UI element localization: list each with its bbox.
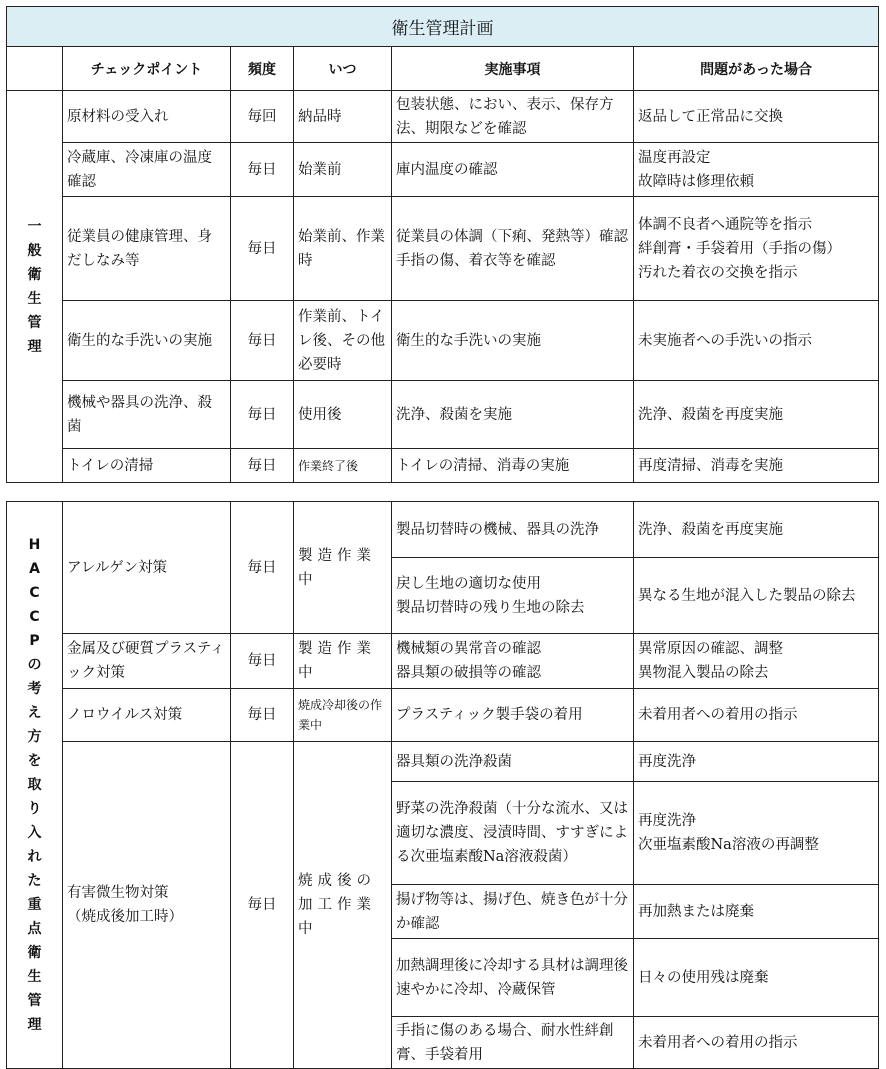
- problem-cell: 未着用者への着用の指示: [634, 689, 879, 742]
- header-action: 実施事項: [392, 47, 634, 91]
- checkpoint-cell: 機械や器具の洗浄、殺菌: [63, 381, 231, 449]
- when-cell: 始業前: [294, 143, 392, 197]
- checkpoint-cell: 従業員の健康管理、身だしなみ等: [63, 197, 231, 301]
- action-cell: 手指に傷のある場合、耐水性絆創膏、手袋着用: [392, 1017, 634, 1069]
- checkpoint-cell: 金属及び硬質プラスティック対策: [63, 634, 231, 689]
- table-row: [7, 91, 879, 143]
- table-row: [7, 449, 879, 483]
- frequency-cell: 毎日: [231, 742, 294, 1069]
- checkpoint-cell: 衛生的な手洗いの実施: [63, 301, 231, 381]
- table-row: [7, 301, 879, 381]
- problem-cell: 体調不良者へ通院等を指示 絆創膏・手袋着用（手指の傷） 汚れた着衣の交換を指示: [634, 197, 879, 301]
- header-problem: 問題があった場合: [634, 47, 879, 91]
- checkpoint-cell: 原材料の受入れ: [63, 91, 231, 143]
- checkpoint-cell: アレルゲン対策: [63, 502, 231, 634]
- action-cell: 器具類の洗浄殺菌: [392, 742, 634, 782]
- problem-cell: 再度洗浄 次亜塩素酸Na溶液の再調整: [634, 782, 879, 885]
- general-hygiene-label: 一 般 衛 生 管 理: [7, 91, 63, 483]
- action-cell: トイレの清掃、消毒の実施: [392, 449, 634, 483]
- frequency-cell: 毎日: [231, 449, 294, 483]
- when-cell: 焼成冷却後の作業中: [294, 689, 392, 742]
- header-row: [7, 47, 879, 91]
- frequency-cell: 毎日: [231, 301, 294, 381]
- action-cell: 製品切替時の機械、器具の洗浄: [392, 502, 634, 558]
- when-cell: 作業終了後: [294, 449, 392, 483]
- checkpoint-cell: 冷蔵庫、冷凍庫の温度確認: [63, 143, 231, 197]
- action-cell: 衛生的な手洗いの実施: [392, 301, 634, 381]
- checkpoint-cell: トイレの清掃: [63, 449, 231, 483]
- problem-cell: 異常原因の確認、調整 異物混入製品の除去: [634, 634, 879, 689]
- problem-cell: 再度清掃、消毒を実施: [634, 449, 879, 483]
- header-frequency: 頻度: [231, 47, 294, 91]
- table-row: [7, 689, 879, 742]
- frequency-cell: 毎回: [231, 91, 294, 143]
- problem-cell: 未着用者への着用の指示: [634, 1017, 879, 1069]
- action-cell: 戻し生地の適切な使用 製品切替時の残り生地の除去: [392, 558, 634, 634]
- problem-cell: 日々の使用残は廃棄: [634, 939, 879, 1017]
- action-cell: 洗浄、殺菌を実施: [392, 381, 634, 449]
- problem-cell: 異なる生地が混入した製品の除去: [634, 558, 879, 634]
- action-cell: プラスティック製手袋の着用: [392, 689, 634, 742]
- frequency-cell: 毎日: [231, 634, 294, 689]
- table-row: [7, 742, 879, 782]
- frequency-cell: 毎日: [231, 143, 294, 197]
- checkpoint-cell: 有害微生物対策 （焼成後加工時）: [63, 742, 231, 1069]
- frequency-cell: 毎日: [231, 381, 294, 449]
- general-hygiene-table: [6, 6, 879, 483]
- problem-cell: 再度洗浄: [634, 742, 879, 782]
- action-cell: 従業員の体調（下痢、発熱等）確認 手指の傷、着衣等を確認: [392, 197, 634, 301]
- problem-cell: 返品して正常品に交換: [634, 91, 879, 143]
- action-cell: 加熱調理後に冷却する具材は調理後速やかに冷却、冷蔵保管: [392, 939, 634, 1017]
- when-cell: 作業前、トイレ後、その他必要時: [294, 301, 392, 381]
- table-row: [7, 634, 879, 689]
- problem-cell: 未実施者への手洗いの指示: [634, 301, 879, 381]
- header-blank: [7, 47, 63, 91]
- table-row: [7, 143, 879, 197]
- problem-cell: 洗浄、殺菌を再度実施: [634, 381, 879, 449]
- header-checkpoint: チェックポイント: [63, 47, 231, 91]
- action-cell: 揚げ物等は、揚げ色、焼き色が十分か確認: [392, 885, 634, 939]
- header-when: いつ: [294, 47, 392, 91]
- when-cell: 使用後: [294, 381, 392, 449]
- action-cell: 庫内温度の確認: [392, 143, 634, 197]
- table-row: [7, 502, 879, 558]
- action-cell: 包装状態、におい、表示、保存方法、期限などを確認: [392, 91, 634, 143]
- when-cell: 製造作業中: [294, 634, 392, 689]
- haccp-hygiene-label: H A C C P の 考 え 方 を 取 り 入 れ た 重 点 衛 生 管 理: [7, 502, 63, 1069]
- problem-cell: 洗浄、殺菌を再度実施: [634, 502, 879, 558]
- table-row: [7, 381, 879, 449]
- when-cell: 納品時: [294, 91, 392, 143]
- frequency-cell: 毎日: [231, 502, 294, 634]
- when-cell: 製造作業中: [294, 502, 392, 634]
- frequency-cell: 毎日: [231, 689, 294, 742]
- checkpoint-cell: ノロウイルス対策: [63, 689, 231, 742]
- when-cell: 焼成後の加工作業中: [294, 742, 392, 1069]
- haccp-hygiene-table: [6, 501, 879, 1069]
- problem-cell: 再加熱または廃棄: [634, 885, 879, 939]
- frequency-cell: 毎日: [231, 197, 294, 301]
- action-cell: 機械類の異常音の確認 器具類の破損等の確認: [392, 634, 634, 689]
- action-cell: 野菜の洗浄殺菌（十分な流水、又は適切な濃度、浸漬時間、すすぎによる次亜塩素酸Na溶液殺菌）: [392, 782, 634, 885]
- when-cell: 始業前、作業時: [294, 197, 392, 301]
- table-row: [7, 197, 879, 301]
- problem-cell: 温度再設定 故障時は修理依頼: [634, 143, 879, 197]
- plan-title: 衛生管理計画: [7, 7, 879, 47]
